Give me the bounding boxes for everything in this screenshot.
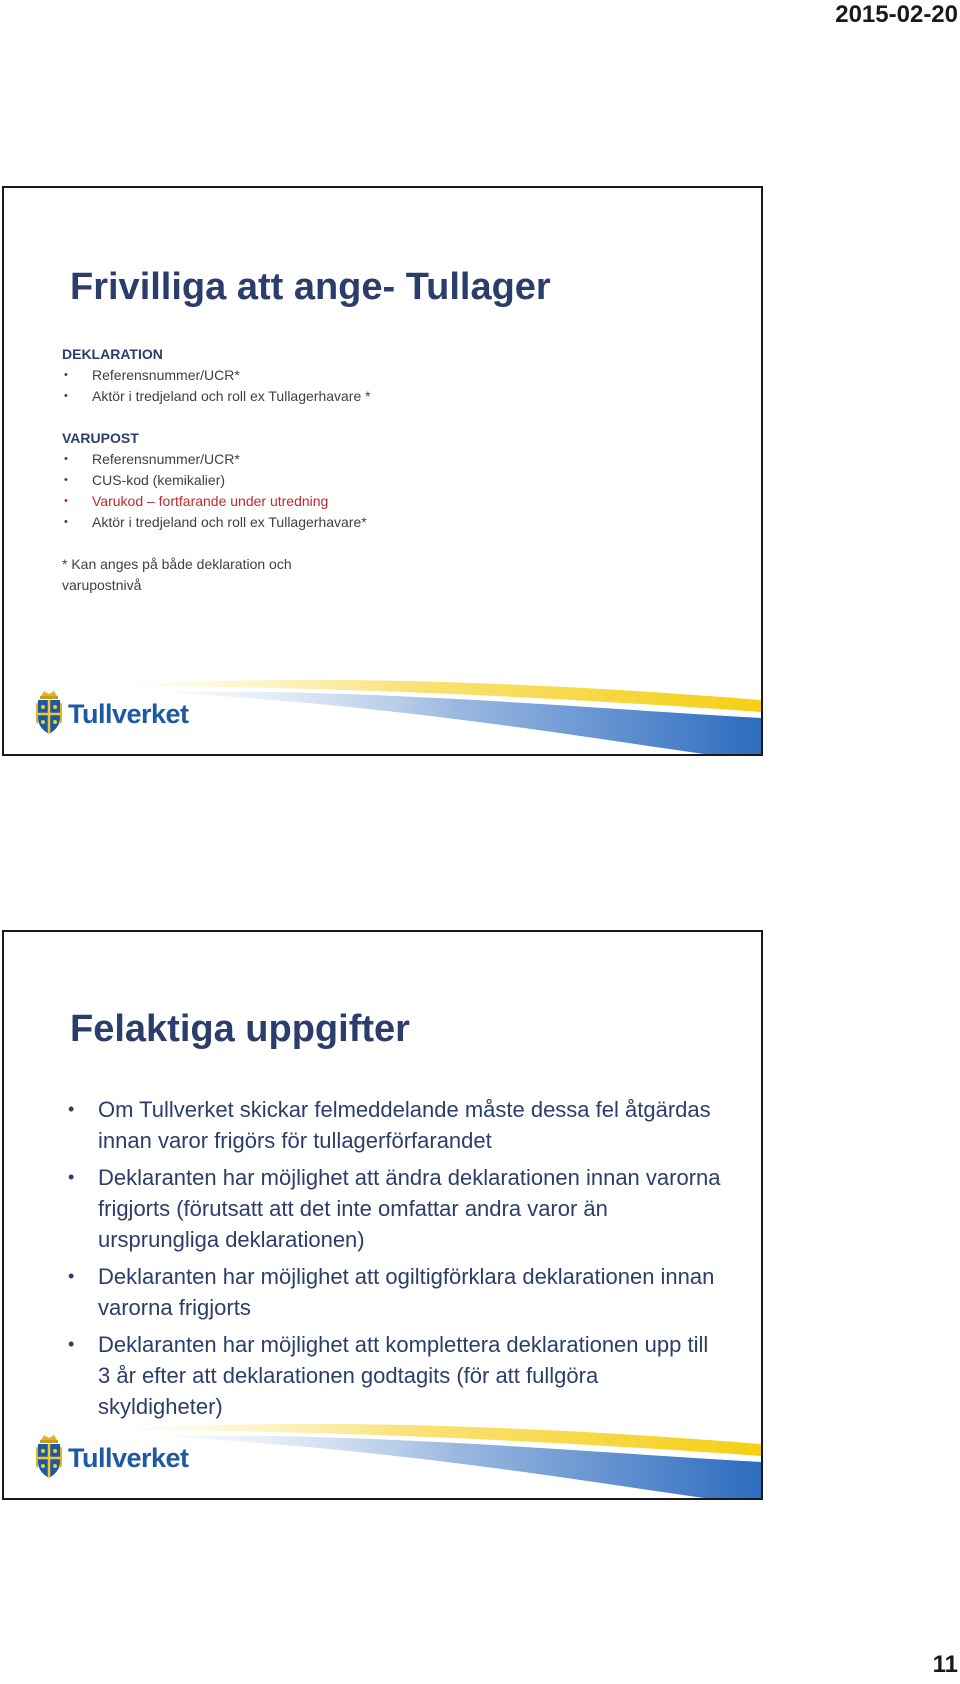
list-item-text: Deklaranten har möjlighet att ändra deklarationen innan varorna frigjorts (förutsatt att det inte omfattar andra varor än ursprungliga deklarationen) — [98, 1165, 721, 1252]
slide-felaktiga-uppgifter — [2, 930, 763, 1500]
list-item-text: Om Tullverket skickar felmeddelande måste dessa fel åtgärdas innan varor frigörs för tullagerförfarandet — [98, 1097, 711, 1153]
page-date: 2015-02-20 — [835, 1, 958, 28]
list-item — [62, 512, 722, 533]
bullet-icon: • — [68, 1266, 75, 1286]
coat-of-arms-icon — [34, 690, 64, 738]
list-item — [66, 1261, 726, 1323]
list-item — [66, 1329, 726, 1422]
bullet-icon: • — [68, 1167, 75, 1187]
bullet-icon: • — [64, 516, 68, 528]
list-item-text: Varukod – fortfarande under utredning — [92, 493, 329, 509]
bullet-icon: • — [68, 1099, 75, 1119]
list-item-text: Aktör i tredjeland och roll ex Tullagerhavare * — [92, 388, 371, 404]
bullet-icon: • — [64, 390, 68, 402]
slide-frivilliga-tullager — [2, 186, 763, 756]
bullet-icon: • — [64, 453, 68, 465]
section-heading-varupost: VARUPOST — [62, 430, 139, 446]
list-item — [62, 449, 722, 470]
slide-body — [62, 344, 722, 596]
footnote: * Kan anges på både deklaration och varupostnivå — [62, 556, 292, 593]
slide-bullet-list — [66, 1094, 726, 1428]
slide-title: Frivilliga att ange- Tullager — [70, 266, 551, 308]
coat-of-arms-icon — [34, 1434, 64, 1482]
deklaration-list — [62, 365, 722, 407]
bullet-icon: • — [64, 369, 68, 381]
bullet-icon: • — [64, 495, 68, 507]
list-item — [62, 386, 722, 407]
bullet-icon: • — [64, 474, 68, 486]
list-item — [62, 365, 722, 386]
varupost-list — [62, 449, 722, 533]
page-number: 11 — [932, 1651, 958, 1678]
bullet-icon: • — [68, 1334, 75, 1354]
tullverket-logo — [34, 1432, 189, 1484]
list-item-text: Referensnummer/UCR* — [92, 367, 240, 383]
list-item-highlighted — [62, 491, 722, 512]
logo-text: Tullverket — [68, 699, 189, 729]
list-item — [66, 1162, 726, 1255]
list-item — [66, 1094, 726, 1156]
list-item-text: Deklaranten har möjlighet att komplettera deklarationen upp till 3 år efter att deklarationen godtagits (för att fullgöra skyldigheter) — [98, 1332, 709, 1419]
list-item — [62, 470, 722, 491]
tullverket-logo — [34, 688, 189, 740]
slide-title: Felaktiga uppgifter — [70, 1008, 410, 1050]
list-item-text: Aktör i tredjeland och roll ex Tullagerhavare* — [92, 514, 367, 530]
list-item-text: CUS-kod (kemikalier) — [92, 472, 226, 488]
list-item-text: Deklaranten har möjlighet att ogiltigförklara deklarationen innan varorna frigjorts — [98, 1264, 715, 1320]
section-heading-deklaration: DEKLARATION — [62, 346, 163, 362]
list-item-text: Referensnummer/UCR* — [92, 451, 240, 467]
logo-text: Tullverket — [68, 1443, 189, 1473]
